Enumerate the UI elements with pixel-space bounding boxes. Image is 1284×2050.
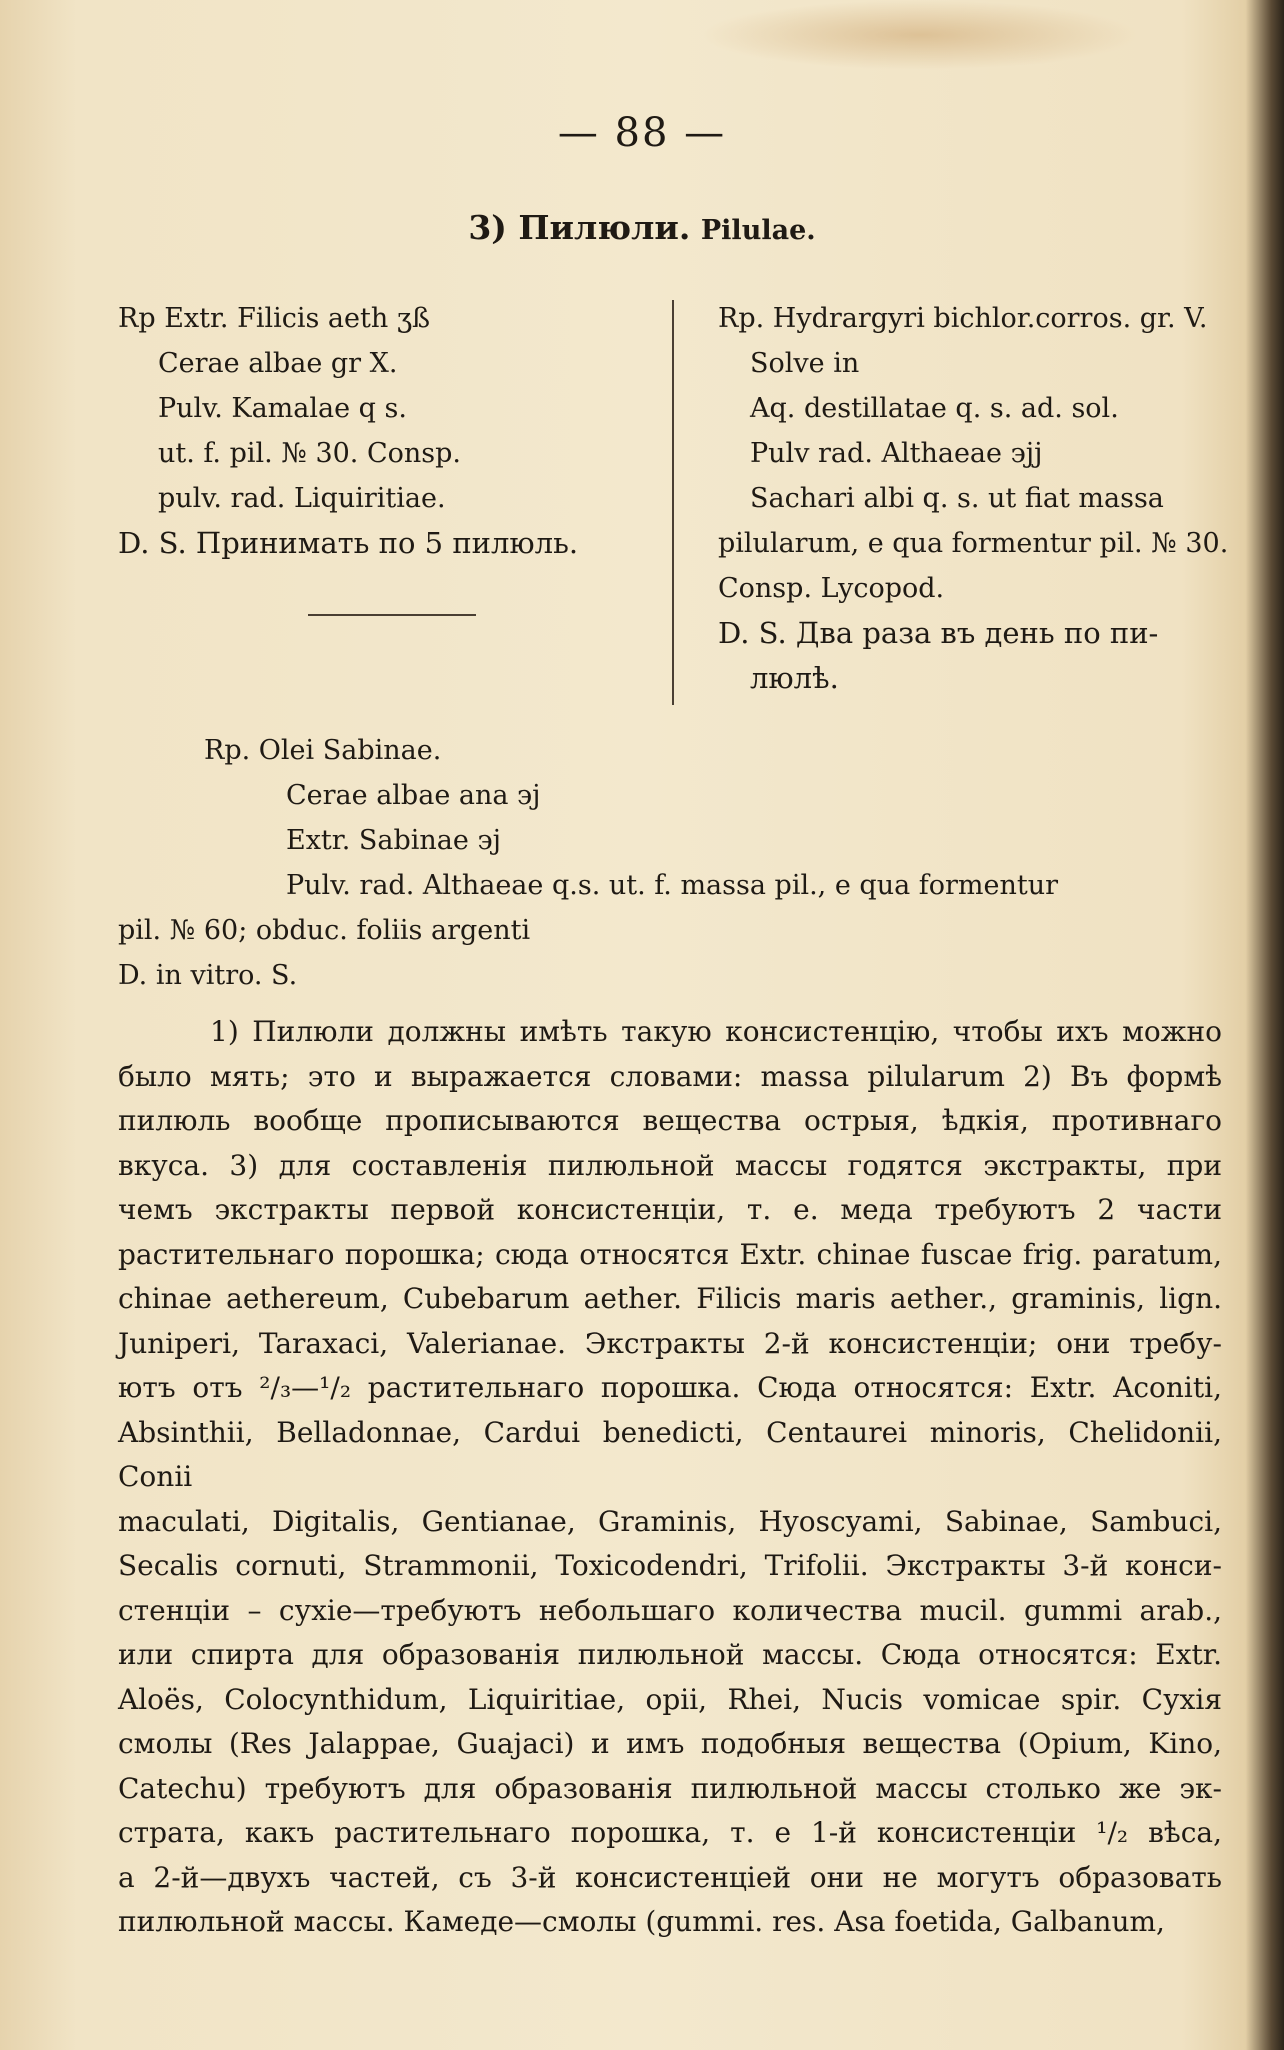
text-line: maculati, Digitalis, Gentianae, Graminis, Hyoscyami, Sabinae, Sambuci, — [118, 1504, 1222, 1538]
rx-line: Pulv. Kamalae q s. — [158, 393, 407, 424]
rx-line: D. in vitro. S. — [118, 960, 298, 991]
rx-line: Rp. Hydrargyri bichlor.corros. gr. V. — [718, 303, 1208, 334]
prescription-center — [118, 728, 1059, 998]
text-line: страта, какъ растительнаго порошка, т. е 1-й консистенціи ¹/₂ вѣса, — [118, 1816, 1222, 1849]
text-line: Catechu) требуютъ для образованія пилюльной массы столько же эк- — [118, 1771, 1222, 1805]
rx-line: люлѣ. — [750, 661, 839, 695]
text-line: пилюльной массы. Камеде—смолы (gummi. res. Asa foetida, Galbanum, — [118, 1905, 1165, 1938]
text-line: chinae aethereum, Cubebarum aether. Filicis maris aether., graminis, lign. — [118, 1282, 1222, 1315]
rx-line: Rp Extr. Filicis aeth ʒß — [118, 303, 431, 334]
text-line: чемъ экстракты первой консистенціи, т. е. меда требуютъ 2 части — [118, 1193, 1222, 1226]
text-line: смолы (Res Jalappae, Guajaci) и имъ подобныя вещества (Opium, Kino, — [118, 1727, 1222, 1760]
text-line: Juniperi, Taraxaci, Valerianae. Экстракты 2-й консистенціи; они требу- — [118, 1326, 1222, 1360]
rx-line: Rp. Olei Sabinae. — [204, 735, 442, 766]
rx-line: Cerae albae gr X. — [158, 348, 398, 379]
rx-line: Sachari albi q. s. ut fiat massa — [750, 483, 1164, 514]
rx-line: D. S. Два раза въ день по пи- — [718, 616, 1159, 650]
text-line: Secalis cornuti, Strammonii, Toxicodendri, Trifolii. Экстракты 3-й конси- — [118, 1549, 1222, 1582]
rx-line: pilularum, e qua formentur pil. № 30. — [718, 528, 1229, 559]
rx-line: pil. № 60; obduc. foliis argenti — [118, 915, 531, 946]
rx-line: Pulv. rad. Althaeae q.s. ut. f. massa pil., e qua formentur — [286, 870, 1059, 901]
column-divider — [672, 300, 674, 705]
body-paragraph — [118, 1010, 1222, 1945]
text-line: Aloës, Colocynthidum, Liquiritiae, opii, Rhei, Nucis vomicae spir. Сухія — [118, 1682, 1222, 1716]
rx-line: Consp. Lycopod. — [718, 573, 945, 604]
prescription-separator — [308, 614, 476, 616]
text-line: стенціи – сухіе—требуютъ небольшаго количества mucil. gummi arab., — [118, 1593, 1222, 1627]
section-title-lat: Pilulae. — [700, 215, 816, 246]
prescription-left — [118, 296, 578, 566]
prescription-right — [718, 296, 1228, 701]
text-line: растительнаго порошка; сюда относятся Extr. chinae fuscae frig. paratum, — [118, 1237, 1222, 1271]
page-number: — 88 — — [557, 110, 727, 156]
text-line: ютъ отъ ²/₃—¹/₂ растительнаго порошка. Сюда относятся: Extr. Aconiti, — [118, 1371, 1222, 1404]
text-line: а 2-й—двухъ частей, съ 3-й консистенціей они не могутъ образовать — [118, 1860, 1222, 1894]
section-heading — [0, 208, 1284, 247]
rx-line: ut. f. pil. № 30. Consp. — [158, 438, 461, 469]
rx-line: Extr. Sabinae ϶j — [286, 825, 501, 856]
text-line: 1) Пилюли должны имѣть такую консистенцію, чтобы ихъ можно — [210, 1015, 1222, 1048]
text-line: Absinthii, Belladonnae, Cardui benedicti, Centaurei minoris, Chelidonii, Conii — [118, 1415, 1222, 1493]
rx-line: pulv. rad. Liquiritiae. — [158, 483, 446, 514]
text-line: пилюль вообще прописываются вещества острыя, ѣдкія, противнаго — [118, 1104, 1222, 1137]
rx-line: Cerae albae ana ϶j — [286, 780, 541, 811]
water-stain — [700, 0, 1140, 70]
rx-line: Pulv rad. Althaeae ϶jj — [750, 438, 1043, 469]
text-line: или спирта для образованія пилюльной массы. Сюда относятся: Extr. — [118, 1638, 1222, 1671]
text-line: вкуса. 3) для составленія пилюльной массы годятся экстракты, при — [118, 1148, 1222, 1182]
rx-line: Solve in — [750, 348, 860, 379]
section-title-ru: 3) Пилюли. — [468, 208, 691, 247]
text-line: было мять; это и выражается словами: massa pilularum 2) Въ формѣ — [118, 1059, 1222, 1093]
rx-line: D. S. Принимать по 5 пилюль. — [118, 526, 579, 560]
rx-line: Aq. destillatae q. s. ad. sol. — [750, 393, 1119, 424]
